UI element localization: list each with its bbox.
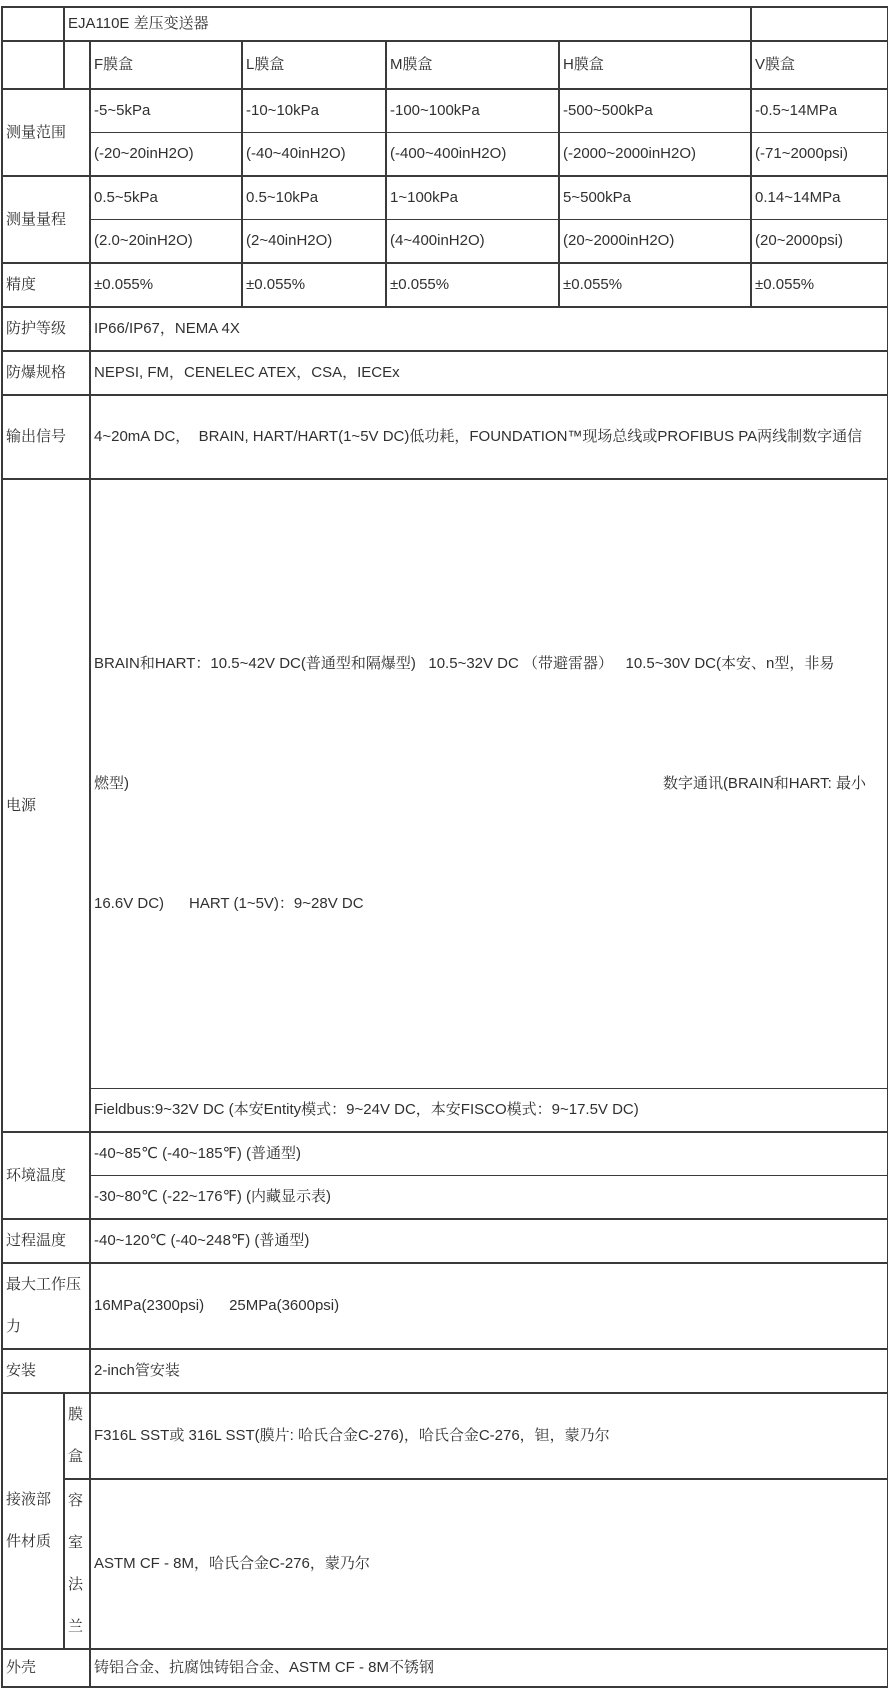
- ambient-temp-normal: -40~85℃ (-40~185℉) (普通型): [90, 1132, 888, 1176]
- measuring-span-label: 测量量程: [2, 176, 90, 263]
- measuring-range-row-inh2o: [2, 133, 888, 177]
- power-supply-row: [2, 479, 888, 1089]
- span-v-mpa: 0.14~14MPa: [751, 176, 888, 220]
- range-m-kpa: -100~100kPa: [386, 89, 559, 133]
- protection-row: [2, 307, 888, 351]
- power-line-1: BRAIN和HART：10.5~42V DC(普通型和隔爆型) 10.5~32V DC （带避雷器） 10.5~30V DC(本安、n型，非易: [94, 655, 835, 672]
- accuracy-h: ±0.055%: [559, 263, 751, 307]
- explosion-proof-value: NEPSI, FM，CENELEC ATEX，CSA，IECEx: [90, 351, 888, 395]
- max-pressure-value: 16MPa(2300psi) 25MPa(3600psi): [90, 1263, 888, 1349]
- power-line-2-right: 数字通讯(BRAIN和HART: 最小: [662, 775, 867, 792]
- model-title: EJA110E 差压变送器: [64, 7, 751, 41]
- max-pressure-label: 最大工作压力: [2, 1263, 90, 1349]
- ambient-temp-label: 环境温度: [2, 1132, 90, 1219]
- span-f-inh2o: (2.0~20inH2O): [90, 220, 242, 264]
- housing-value: 铸铝合金、抗腐蚀铸铝合金、ASTM CF - 8M不锈钢: [90, 1649, 888, 1687]
- capsule-header-m: M膜盒: [386, 41, 559, 89]
- process-temp-value: -40~120℃ (-40~248℉) (普通型): [90, 1219, 888, 1263]
- wetted-capsule-value: F316L SST或 316L SST(膜片: 哈氏合金C-276)，哈氏合金C-276，钽，蒙乃尔: [90, 1393, 888, 1479]
- ambient-temp-row-2: [2, 1176, 888, 1220]
- power-supply-label: 电源: [2, 479, 90, 1132]
- range-l-kpa: -10~10kPa: [242, 89, 386, 133]
- empty-cell: [751, 7, 888, 41]
- title-row: [2, 7, 888, 41]
- output-signal-label: 输出信号: [2, 395, 90, 479]
- range-f-inh2o: (-20~20inH2O): [90, 133, 242, 177]
- range-v-psi: (-71~2000psi): [751, 133, 888, 177]
- power-line-2: [94, 764, 884, 804]
- wetted-parts-capsule-row: [2, 1393, 888, 1479]
- accuracy-v: ±0.055%: [751, 263, 888, 307]
- wetted-parts-flange-row: [2, 1479, 888, 1649]
- span-m-inh2o: (4~400inH2O): [386, 220, 559, 264]
- range-f-kpa: -5~5kPa: [90, 89, 242, 133]
- measuring-span-row-inh2o: [2, 220, 888, 264]
- power-supply-text: [94, 564, 884, 1004]
- span-h-kpa: 5~500kPa: [559, 176, 751, 220]
- output-signal-value: 4~20mA DC， BRAIN, HART/HART(1~5V DC)低功耗，FOUNDATION™现场总线或PROFIBUS PA两线制数字通信: [90, 395, 888, 479]
- capsule-header-v: V膜盒: [751, 41, 888, 89]
- span-v-psi: (20~2000psi): [751, 220, 888, 264]
- explosion-proof-row: [2, 351, 888, 395]
- ambient-temp-display: -30~80℃ (-22~176℉) (内藏显示表): [90, 1176, 888, 1220]
- capsule-header-row: [2, 41, 888, 89]
- wetted-parts-label: 接液部件材质: [2, 1393, 64, 1649]
- wetted-flange-sublabel: 容室法兰: [64, 1479, 90, 1649]
- power-supply-fieldbus: Fieldbus:9~32V DC (本安Entity模式：9~24V DC，本安FISCO模式：9~17.5V DC): [90, 1089, 888, 1133]
- process-temp-label: 过程温度: [2, 1219, 90, 1263]
- span-l-inh2o: (2~40inH2O): [242, 220, 386, 264]
- empty-cell: [64, 41, 90, 89]
- protection-label: 防护等级: [2, 307, 90, 351]
- installation-value: 2-inch管安装: [90, 1349, 888, 1393]
- max-pressure-row: [2, 1263, 888, 1349]
- empty-cell: [2, 7, 64, 41]
- measuring-range-label: 测量范围: [2, 89, 90, 176]
- process-temp-row: [2, 1219, 888, 1263]
- range-h-kpa: -500~500kPa: [559, 89, 751, 133]
- wetted-capsule-sublabel: 膜盒: [64, 1393, 90, 1479]
- range-h-inh2o: (-2000~2000inH2O): [559, 133, 751, 177]
- housing-label: 外壳: [2, 1649, 90, 1687]
- spec-table: [1, 6, 888, 1688]
- capsule-header-l: L膜盒: [242, 41, 386, 89]
- span-f-kpa: 0.5~5kPa: [90, 176, 242, 220]
- accuracy-m: ±0.055%: [386, 263, 559, 307]
- span-m-kpa: 1~100kPa: [386, 176, 559, 220]
- accuracy-label: 精度: [2, 263, 90, 307]
- accuracy-f: ±0.055%: [90, 263, 242, 307]
- range-l-inh2o: (-40~40inH2O): [242, 133, 386, 177]
- capsule-header-f: F膜盒: [90, 41, 242, 89]
- wetted-flange-value: ASTM CF - 8M，哈氏合金C-276，蒙乃尔: [90, 1479, 888, 1649]
- power-line-3: 16.6V DC) HART (1~5V)：9~28V DC: [94, 895, 364, 912]
- range-m-inh2o: (-400~400inH2O): [386, 133, 559, 177]
- span-h-inh2o: (20~2000inH2O): [559, 220, 751, 264]
- protection-value: IP66/IP67，NEMA 4X: [90, 307, 888, 351]
- range-v-mpa: -0.5~14MPa: [751, 89, 888, 133]
- empty-cell: [2, 41, 64, 89]
- power-supply-main: [90, 479, 888, 1089]
- accuracy-row: [2, 263, 888, 307]
- capsule-header-h: H膜盒: [559, 41, 751, 89]
- power-line-2-left: 燃型): [94, 775, 129, 792]
- span-l-kpa: 0.5~10kPa: [242, 176, 386, 220]
- measuring-range-row-kpa: [2, 89, 888, 133]
- installation-label: 安装: [2, 1349, 90, 1393]
- installation-row: [2, 1349, 888, 1393]
- housing-row: [2, 1649, 888, 1687]
- output-signal-row: [2, 395, 888, 479]
- ambient-temp-row-1: [2, 1132, 888, 1176]
- power-supply-fieldbus-row: [2, 1089, 888, 1133]
- accuracy-l: ±0.055%: [242, 263, 386, 307]
- explosion-proof-label: 防爆规格: [2, 351, 90, 395]
- measuring-span-row-kpa: [2, 176, 888, 220]
